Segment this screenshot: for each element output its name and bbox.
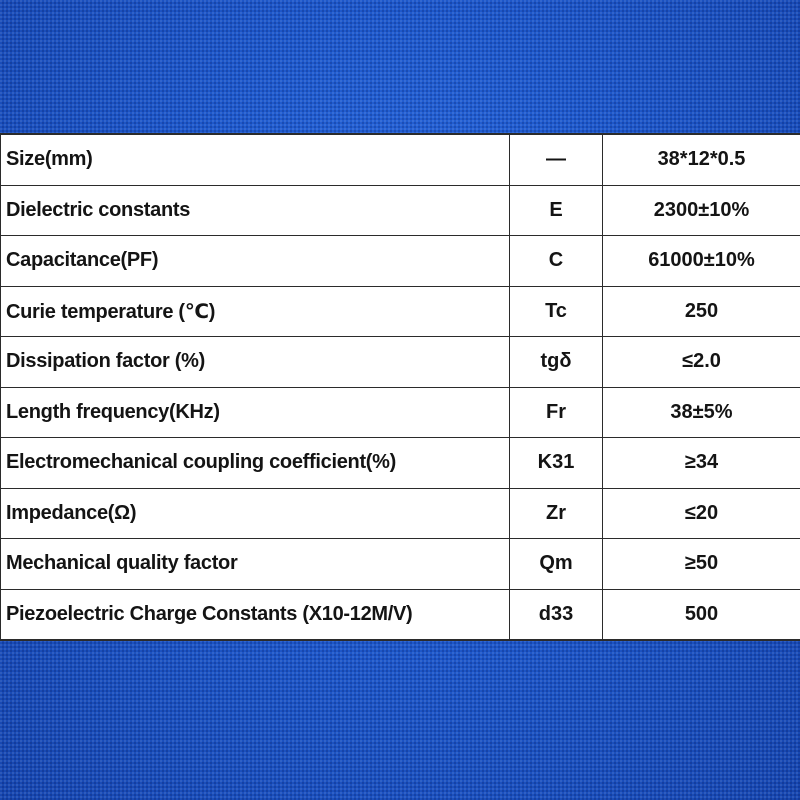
table-row	[1, 286, 800, 337]
table-row	[1, 539, 800, 590]
parameter-name: Dissipation factor (%)	[1, 337, 510, 388]
table-row	[1, 134, 800, 185]
parameter-value: 250	[603, 286, 800, 337]
parameter-symbol: C	[510, 236, 603, 287]
parameter-value: ≤2.0	[603, 337, 800, 388]
parameter-name: Dielectric constants	[1, 185, 510, 236]
specification-table	[0, 133, 800, 641]
parameter-symbol: Zr	[510, 488, 603, 539]
parameter-symbol: d33	[510, 589, 603, 640]
parameter-name: Capacitance(PF)	[1, 236, 510, 287]
parameter-value: 61000±10%	[603, 236, 800, 287]
parameter-value: 38*12*0.5	[603, 134, 800, 185]
parameter-symbol: Qm	[510, 539, 603, 590]
parameter-symbol: Fr	[510, 387, 603, 438]
table-row	[1, 589, 800, 640]
parameter-name: Piezoelectric Charge Constants (X10-12M/V)	[1, 589, 510, 640]
parameter-name: Size(mm)	[1, 134, 510, 185]
parameter-name: Curie temperature (℃)	[1, 286, 510, 337]
table-row	[1, 387, 800, 438]
parameter-value: 38±5%	[603, 387, 800, 438]
parameter-symbol: E	[510, 185, 603, 236]
table-row	[1, 438, 800, 489]
table-row	[1, 337, 800, 388]
parameter-name: Mechanical quality factor	[1, 539, 510, 590]
parameter-symbol: Tc	[510, 286, 603, 337]
parameter-name: Impedance(Ω)	[1, 488, 510, 539]
parameter-name: Electromechanical coupling coefficient(%)	[1, 438, 510, 489]
parameter-symbol: —	[510, 134, 603, 185]
parameter-value: 2300±10%	[603, 185, 800, 236]
table-row	[1, 488, 800, 539]
parameter-symbol: tgδ	[510, 337, 603, 388]
parameter-value: ≥34	[603, 438, 800, 489]
parameter-value: ≤20	[603, 488, 800, 539]
table-row	[1, 185, 800, 236]
parameter-name: Length frequency(KHz)	[1, 387, 510, 438]
table-row	[1, 236, 800, 287]
parameter-value: 500	[603, 589, 800, 640]
parameter-value: ≥50	[603, 539, 800, 590]
parameter-symbol: K31	[510, 438, 603, 489]
